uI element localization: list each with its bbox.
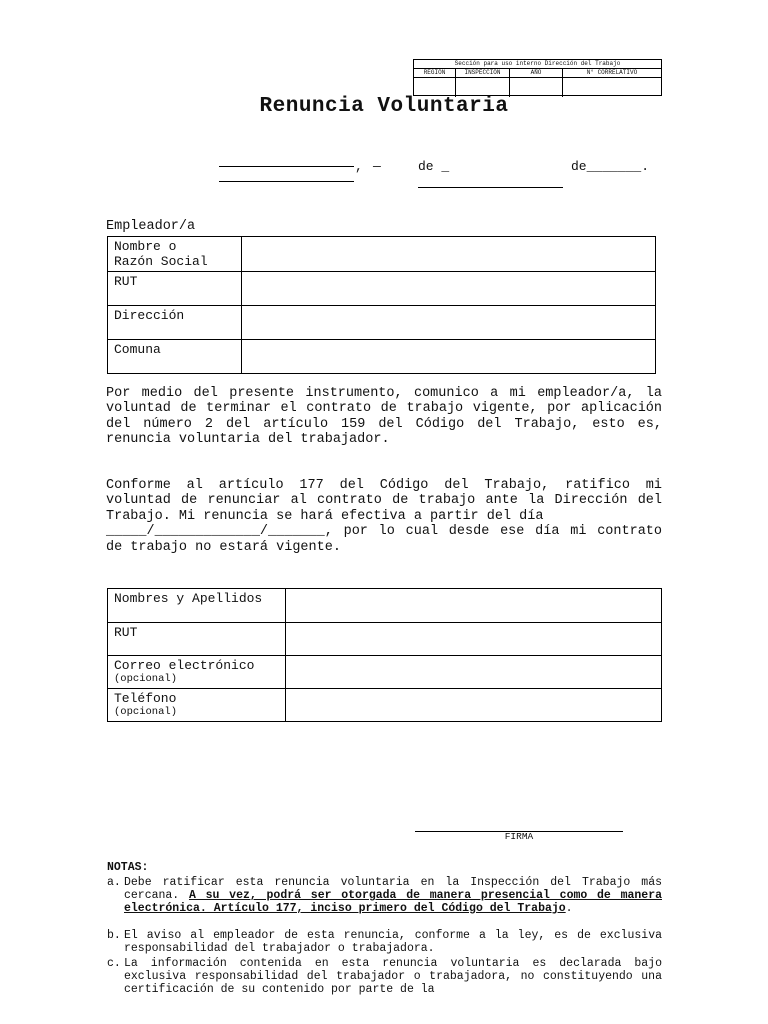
employer-rut-label: RUT xyxy=(108,272,242,306)
day-line[interactable] xyxy=(219,181,354,182)
worker-email-label xyxy=(108,656,286,689)
internal-use-header: Sección para uso interno Dirección del Trabajo xyxy=(414,60,661,69)
document-title: Renuncia Voluntaria xyxy=(259,95,509,118)
region-header: REGIÓN xyxy=(414,69,456,77)
signature-label: FIRMA xyxy=(504,831,534,842)
employer-rut-field[interactable] xyxy=(242,272,656,306)
note-a xyxy=(107,876,662,915)
worker-table xyxy=(107,588,662,722)
correlativo-header: N° CORRELATIVO xyxy=(586,69,638,76)
note-a-letter: a. xyxy=(107,876,121,889)
paragraph-2-end: _____/_____________/_______, por lo cual desde ese día mi contrato de trabajo no estará vigente. xyxy=(106,524,662,555)
internal-use-box xyxy=(413,59,662,96)
city-line[interactable] xyxy=(219,166,354,167)
note-a-end: . xyxy=(565,902,573,915)
dash: — xyxy=(373,159,381,174)
worker-email-text: Correo electrónico xyxy=(114,658,255,673)
note-a-bold: A su vez, podrá ser otorgada de manera presencial como de manera electrónica. Artículo 177, inciso primero del Código del Trabajo xyxy=(124,889,662,915)
notes-title: NOTAS: xyxy=(107,861,149,874)
worker-email-optional: (opcional) xyxy=(114,673,178,685)
worker-rut-field[interactable] xyxy=(286,623,662,656)
paragraph-2-start: Conforme al artículo 177 del Código del Trabajo, ratifico mi voluntad de renunciar al contrato de trabajo ante la Dirección del Trabajo. Mi renuncia se hará efectiva a partir del día xyxy=(106,478,662,524)
worker-email-field[interactable] xyxy=(286,656,662,689)
de-label-2: de_______. xyxy=(571,159,650,174)
employer-comuna-field[interactable] xyxy=(242,340,656,374)
worker-phone-field[interactable] xyxy=(286,689,662,722)
worker-phone-label xyxy=(108,689,286,722)
paragraph-2 xyxy=(106,478,662,555)
paragraph-1: Por medio del presente instrumento, comunico a mi empleador/a, la voluntad de terminar el contrato de trabajo vigente, por aplicación del número 2 del artículo 159 del Código del Trabajo, esto es, renuncia voluntaria del trabajador. xyxy=(106,386,662,448)
worker-rut-label xyxy=(108,623,286,656)
comma: , xyxy=(355,159,363,174)
note-b xyxy=(107,929,662,955)
inspeccion-header: INSPECCIÓN xyxy=(456,69,510,77)
note-c xyxy=(107,957,662,996)
note-c-text: La información contenida en esta renuncia voluntaria es declarada bajo exclusiva responsabilidad del trabajador o trabajadora, no constituyendo una certificación de su contenido por parte de la xyxy=(124,957,662,996)
employer-name-label: Nombre o Razón Social xyxy=(108,237,242,272)
worker-phone-text: Teléfono xyxy=(114,691,177,706)
note-c-letter: c. xyxy=(107,957,121,970)
anio-header: AÑO xyxy=(510,69,563,77)
worker-name-text: Nombres y Apellidos xyxy=(114,591,263,606)
note-b-letter: b. xyxy=(107,929,121,942)
worker-name-label xyxy=(108,589,286,623)
employer-label: Empleador/a xyxy=(106,219,196,234)
month-line[interactable] xyxy=(418,187,563,188)
worker-rut-text: RUT xyxy=(114,625,138,640)
employer-table xyxy=(107,236,656,374)
employer-name-field[interactable] xyxy=(242,237,656,272)
employer-address-field[interactable] xyxy=(242,306,656,340)
employer-comuna-label: Comuna xyxy=(108,340,242,374)
de-label-1: de _ xyxy=(418,159,450,174)
worker-name-field[interactable] xyxy=(286,589,662,623)
note-b-text: El aviso al empleador de esta renuncia, conforme a la ley, es de exclusiva responsabilidad del trabajador o trabajadora. xyxy=(124,929,662,955)
employer-address-label: Dirección xyxy=(108,306,242,340)
worker-phone-optional: (opcional) xyxy=(114,706,178,718)
note-a-text: Debe ratificar esta renuncia voluntaria en la Inspección del Trabajo más cercana. xyxy=(124,876,662,902)
